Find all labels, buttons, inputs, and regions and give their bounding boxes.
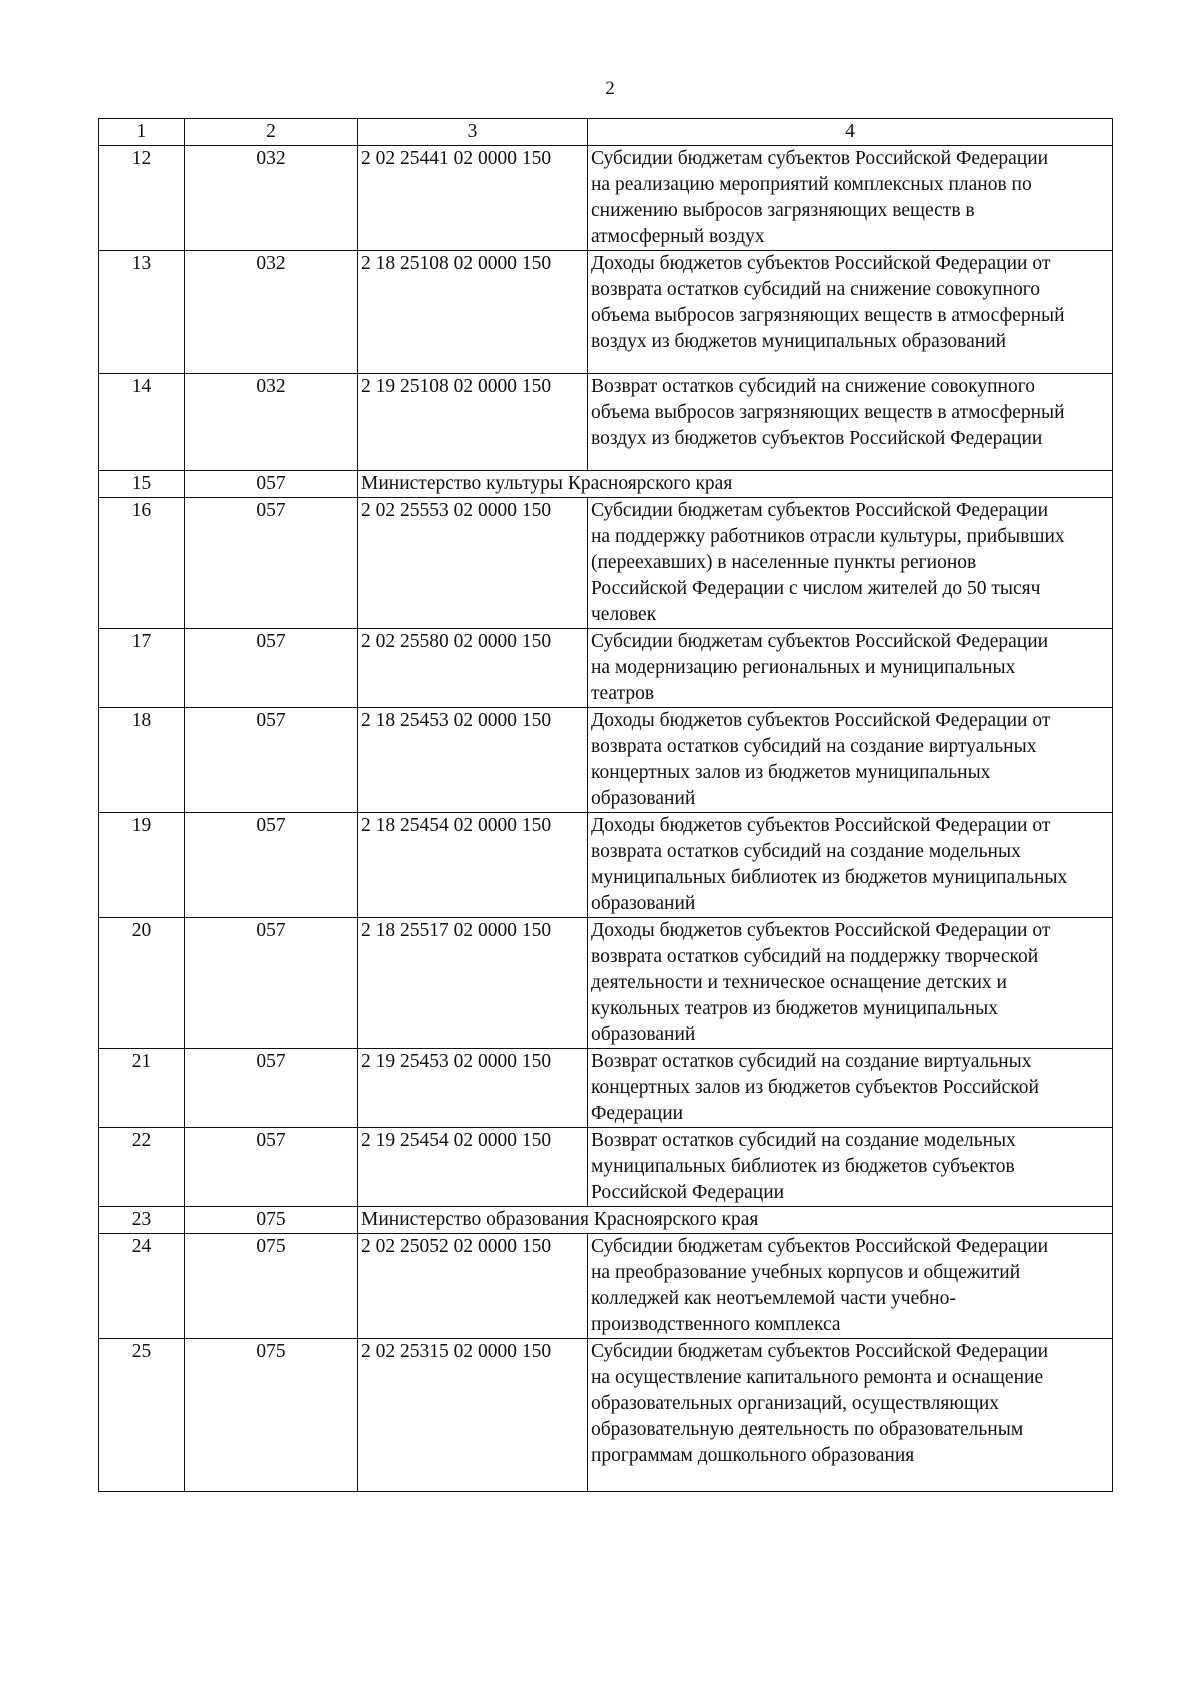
kbk-code-cell: 2 19 25108 02 0000 150 xyxy=(358,374,588,471)
row-number-cell: 19 xyxy=(99,813,185,918)
row-number-cell: 12 xyxy=(99,146,185,251)
row-number-cell: 21 xyxy=(99,1049,185,1128)
row-number-cell: 17 xyxy=(99,629,185,708)
revenue-name-cell: Возврат остатков субсидий на создание виртуальных концертных залов из бюджетов субъектов Российской Федерации xyxy=(588,1049,1113,1128)
kbk-code-cell: 2 02 25580 02 0000 150 xyxy=(358,629,588,708)
table-row xyxy=(99,918,1113,1049)
admin-code-cell: 057 xyxy=(185,813,358,918)
admin-code-cell: 057 xyxy=(185,1049,358,1128)
revenue-name-cell: Субсидии бюджетам субъектов Российской Федерации на осуществление капитального ремонта и оснащение образовательных организаций, осуществляющих образовательную деятельность по образовательным программам дошкольного образования xyxy=(588,1339,1113,1492)
table-row xyxy=(99,251,1113,374)
table-row xyxy=(99,1128,1113,1207)
admin-code-cell: 057 xyxy=(185,498,358,629)
revenue-name-cell: Субсидии бюджетам субъектов Российской Федерации на модернизацию региональных и муниципальных театров xyxy=(588,629,1113,708)
admin-code-cell: 075 xyxy=(185,1234,358,1339)
revenue-codes-table xyxy=(98,118,1113,1492)
kbk-code-cell: 2 19 25454 02 0000 150 xyxy=(358,1128,588,1207)
row-number-cell: 24 xyxy=(99,1234,185,1339)
table-header-row xyxy=(99,119,1113,146)
row-number-cell: 14 xyxy=(99,374,185,471)
row-number-cell: 25 xyxy=(99,1339,185,1492)
table-row xyxy=(99,498,1113,629)
admin-code-cell: 032 xyxy=(185,251,358,374)
department-row xyxy=(99,1207,1113,1234)
revenue-name-cell: Доходы бюджетов субъектов Российской Федерации от возврата остатков субсидий на создание модельных муниципальных библиотек из бюджетов муниципальных образований xyxy=(588,813,1113,918)
department-name-cell: Министерство культуры Красноярского края xyxy=(358,471,1113,498)
department-row xyxy=(99,471,1113,498)
header-col-3: 3 xyxy=(358,119,588,146)
admin-code-cell: 032 xyxy=(185,374,358,471)
revenue-name-cell: Доходы бюджетов субъектов Российской Федерации от возврата остатков субсидий на снижение совокупного объема выбросов загрязняющих веществ в атмосферный воздух из бюджетов муниципальных образований xyxy=(588,251,1113,374)
admin-code-cell: 032 xyxy=(185,146,358,251)
table-row xyxy=(99,1339,1113,1492)
kbk-code-cell: 2 18 25454 02 0000 150 xyxy=(358,813,588,918)
kbk-code-cell: 2 02 25553 02 0000 150 xyxy=(358,498,588,629)
row-number-cell: 13 xyxy=(99,251,185,374)
revenue-name-cell: Возврат остатков субсидий на создание модельных муниципальных библиотек из бюджетов субъектов Российской Федерации xyxy=(588,1128,1113,1207)
kbk-code-cell: 2 18 25517 02 0000 150 xyxy=(358,918,588,1049)
page-number: 2 xyxy=(605,78,615,99)
admin-code-cell: 057 xyxy=(185,918,358,1049)
admin-code-cell: 057 xyxy=(185,1128,358,1207)
header-col-1: 1 xyxy=(99,119,185,146)
kbk-code-cell: 2 02 25315 02 0000 150 xyxy=(358,1339,588,1492)
table-row xyxy=(99,1234,1113,1339)
revenue-name-cell: Доходы бюджетов субъектов Российской Федерации от возврата остатков субсидий на создание виртуальных концертных залов из бюджетов муниципальных образований xyxy=(588,708,1113,813)
table-row xyxy=(99,146,1113,251)
revenue-name-cell: Субсидии бюджетам субъектов Российской Федерации на реализацию мероприятий комплексных планов по снижению выбросов загрязняющих веществ в атмосферный воздух xyxy=(588,146,1113,251)
revenue-name-cell: Доходы бюджетов субъектов Российской Федерации от возврата остатков субсидий на поддержку творческой деятельности и техническое оснащение детских и кукольных театров из бюджетов муниципальных образований xyxy=(588,918,1113,1049)
table-row xyxy=(99,708,1113,813)
kbk-code-cell: 2 02 25052 02 0000 150 xyxy=(358,1234,588,1339)
header-col-4: 4 xyxy=(588,119,1113,146)
table-row xyxy=(99,374,1113,471)
admin-code-cell: 075 xyxy=(185,1339,358,1492)
kbk-code-cell: 2 18 25108 02 0000 150 xyxy=(358,251,588,374)
kbk-code-cell: 2 19 25453 02 0000 150 xyxy=(358,1049,588,1128)
admin-code-cell: 075 xyxy=(185,1207,358,1234)
header-col-2: 2 xyxy=(185,119,358,146)
kbk-code-cell: 2 18 25453 02 0000 150 xyxy=(358,708,588,813)
row-number-cell: 18 xyxy=(99,708,185,813)
revenue-name-cell: Возврат остатков субсидий на снижение совокупного объема выбросов загрязняющих веществ в атмосферный воздух из бюджетов субъектов Российской Федерации xyxy=(588,374,1113,471)
admin-code-cell: 057 xyxy=(185,471,358,498)
row-number-cell: 23 xyxy=(99,1207,185,1234)
row-number-cell: 15 xyxy=(99,471,185,498)
department-name-cell: Министерство образования Красноярского края xyxy=(358,1207,1113,1234)
table-row xyxy=(99,1049,1113,1128)
table-row xyxy=(99,629,1113,708)
revenue-name-cell: Субсидии бюджетам субъектов Российской Федерации на преобразование учебных корпусов и общежитий колледжей как неотъемлемой части учебно- производственного комплекса xyxy=(588,1234,1113,1339)
admin-code-cell: 057 xyxy=(185,708,358,813)
revenue-name-cell: Субсидии бюджетам субъектов Российской Федерации на поддержку работников отрасли культуры, прибывших (переехавших) в населенные пункты регионов Российской Федерации с числом жителей до 50 тысяч человек xyxy=(588,498,1113,629)
row-number-cell: 16 xyxy=(99,498,185,629)
kbk-code-cell: 2 02 25441 02 0000 150 xyxy=(358,146,588,251)
row-number-cell: 20 xyxy=(99,918,185,1049)
table-row xyxy=(99,813,1113,918)
row-number-cell: 22 xyxy=(99,1128,185,1207)
admin-code-cell: 057 xyxy=(185,629,358,708)
